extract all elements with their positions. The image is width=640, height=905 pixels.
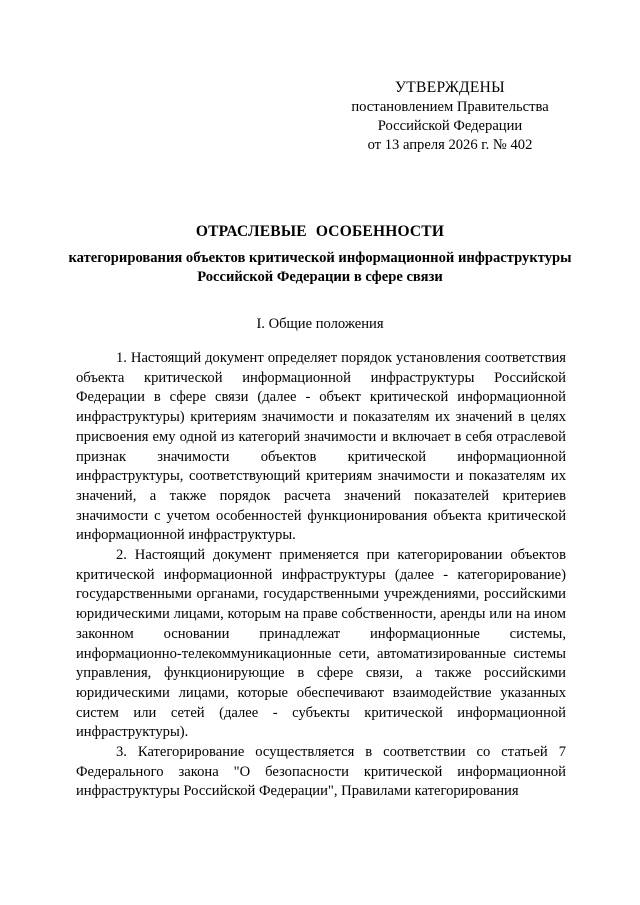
document-subtitle: категорирования объектов критической информационной инфраструктуры Российской Федерации в сфере связи bbox=[68, 250, 572, 285]
document-title: ОТРАСЛЕВЫЕ ОСОБЕННОСТИ bbox=[195, 223, 445, 240]
paragraph-2: 2. Настоящий документ применяется при категорировании объектов критической информационной инфраструктуры (далее - категорирование) государственными органами, государственными учреждениями, российскими юридическими лицами, которым на праве собственности, аренды или на ином законном основании принадлежат информационные системы, информационно-телекоммуникационные сети, автоматизированные системы управления, функционирующие в сфере связи, а также российскими юридическими лицами, которые обеспечивают взаимодействие указанных систем или сетей (далее - субъекты критической информационной инфраструктуры). bbox=[76, 547, 566, 741]
paragraph-1: 1. Настоящий документ определяет порядок установления соответствия объекта критической информационной инфраструктуры Российской Федерации в сфере связи (далее - объект критической информационной инфраструктуры) критериям значимости и показателям их значений в целях присвоения ему одной из категорий значимости и включает в себя отраслевой признак значимости объектов критической информационной инфраструктуры, соответствующий критериям значимости и показателям их значений, а также порядок расчета значений показателей критериев значимости с учетом особенностей функционирования объекта критической информационной инфраструктуры. bbox=[76, 350, 566, 544]
approval-title: УТВЕРЖДЕНЫ bbox=[395, 79, 505, 96]
approval-line-date: от 13 апреля 2026 г. № 402 bbox=[367, 137, 533, 153]
approval-line-country: Российской Федерации bbox=[377, 118, 523, 134]
approval-stamp bbox=[330, 78, 570, 155]
section-heading: I. Общие положения bbox=[256, 316, 384, 332]
document-body bbox=[76, 349, 566, 802]
paragraph-3: 3. Категорирование осуществляется в соответствии со статьей 7 Федерального закона "О безопасности критической информационной инфраструктуры Российской Федерации", Правилами категорирования bbox=[76, 744, 566, 800]
approval-line-decree: постановлением Правительства bbox=[351, 99, 549, 115]
